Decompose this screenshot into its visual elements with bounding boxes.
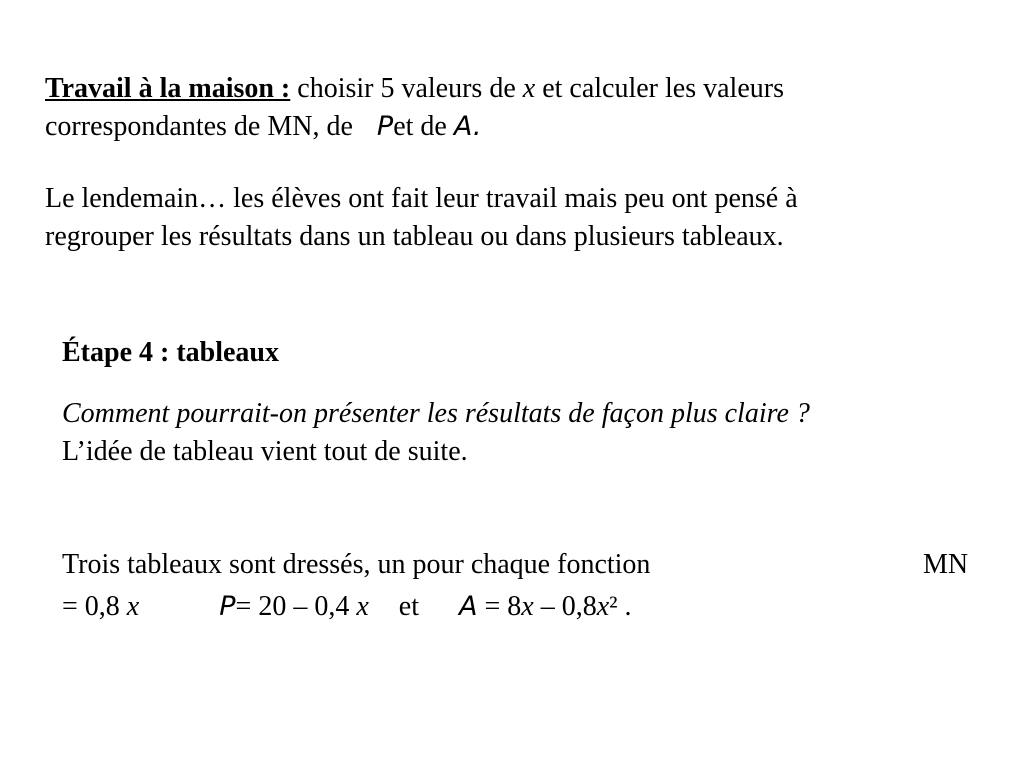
variable-x: x <box>522 73 536 104</box>
next-day-line-1: Le lendemain… les élèves ont fait leur travail mais peu ont pensé à <box>45 183 798 214</box>
variable-x: x <box>356 591 369 622</box>
step4-answer: L’idée de tableau vient tout de suite. <box>62 436 468 467</box>
next-day-line-2: regrouper les résultats dans un tableau ou dans plusieurs tableaux. <box>45 221 784 252</box>
variable-x: x <box>521 591 534 622</box>
and-word: et <box>398 591 419 622</box>
homework-line-2 <box>45 108 784 146</box>
homework-heading: Travail à la maison : <box>45 73 291 104</box>
variable-x: x <box>126 591 140 622</box>
variable-x: x <box>596 591 610 622</box>
step4-title: Étape 4 : tableaux <box>62 337 279 368</box>
mn-formula: = 0,8 <box>62 591 127 622</box>
step4-question: Comment pourrait-on présenter les résultats de façon plus claire ? <box>62 398 810 429</box>
symbol-p: P <box>376 111 394 142</box>
next-day-paragraph <box>45 180 798 256</box>
symbol-a: A. <box>453 111 482 142</box>
squared: ² <box>609 591 618 622</box>
p-formula: = 20 – 0,4 <box>235 591 357 622</box>
homework-text-1: choisir 5 valeurs de <box>290 73 523 104</box>
a-formula-mid: – 0,8 <box>533 591 597 622</box>
symbol-a: A <box>458 591 478 622</box>
a-formula: = 8 <box>477 591 522 622</box>
tables-line-2 <box>62 588 632 626</box>
homework-paragraph <box>45 70 784 146</box>
homework-line-1 <box>45 70 784 108</box>
homework-text-1-end: et calculer les valeurs <box>535 73 784 104</box>
step4-paragraph <box>62 395 810 471</box>
formula-end: . <box>617 591 632 622</box>
symbol-p: P <box>219 591 236 622</box>
homework-text-2-mid: et de <box>393 111 454 142</box>
tables-line-1 <box>62 546 650 584</box>
mn-label: MN <box>923 549 969 580</box>
homework-text-2: correspondantes de MN, de <box>45 111 353 142</box>
tables-text-1: Trois tableaux sont dressés, un pour chaque fonction <box>62 549 651 580</box>
